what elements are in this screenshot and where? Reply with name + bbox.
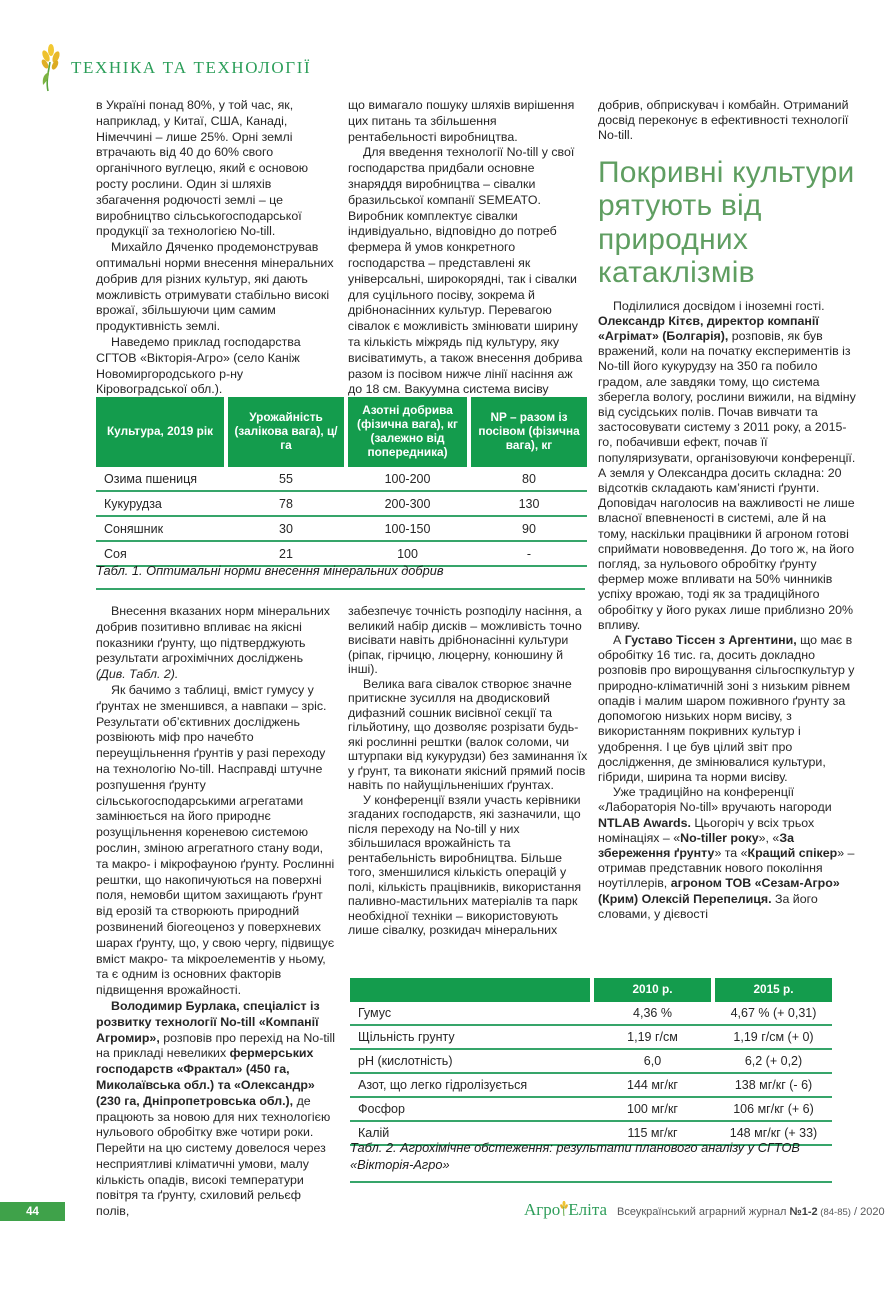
table-cell: 4,67 % (+ 0,31) bbox=[730, 1006, 817, 1020]
journal-footer bbox=[524, 1200, 885, 1220]
journal-title-text: Всеукраїнський аграрний журнал bbox=[617, 1206, 790, 1218]
table-cell: 130 bbox=[518, 496, 540, 511]
table-cell: 148 мг/кг (+ 33) bbox=[729, 1126, 818, 1140]
table-cell: 138 мг/кг (- 6) bbox=[734, 1078, 813, 1092]
table-cell: 78 bbox=[279, 496, 293, 511]
journal-issue-number: №1-2 bbox=[789, 1206, 818, 1218]
table-row bbox=[350, 1002, 832, 1026]
table-cell: рН (кислотність) bbox=[358, 1054, 453, 1068]
table-cell: Озима пшениця bbox=[104, 471, 198, 486]
table-cell: 6,2 (+ 0,2) bbox=[744, 1054, 803, 1068]
article-column-3 bbox=[598, 98, 858, 976]
table-cell: 100 bbox=[397, 546, 418, 561]
table-row bbox=[350, 1026, 832, 1050]
table-cell: 200-300 bbox=[384, 496, 431, 511]
table-header-cell: 2010 р. bbox=[594, 978, 711, 1002]
table-cell: 6,0 bbox=[643, 1054, 662, 1068]
paragraph: добрив, обприскувач і комбайн. Отриманий досвід переконує в ефективності технології No-till. bbox=[598, 98, 849, 143]
section-title: ТЕХНІКА ТА ТЕХНОЛОГІЇ bbox=[71, 58, 312, 77]
table-header-cell: NP – разом із посівом (фізична вага), кг bbox=[471, 397, 587, 467]
table-row bbox=[350, 1050, 832, 1074]
table-cell: 100-200 bbox=[384, 471, 431, 486]
journal-logo-part2: Еліта bbox=[568, 1200, 608, 1219]
journal-issue-note: (84-85) bbox=[817, 1207, 851, 1218]
table-header-cell: Азотні добрива (фізична вага), кг (залежно від попередника) bbox=[348, 397, 467, 467]
article-column-1-top bbox=[96, 98, 336, 396]
paragraph: забезпечує точність розподілу насіння, а великий набір дисків – можливість точно висівати навіть дрібнонасінні культури (ріпак, гірчицю, люцерну, конюшину й інші). bbox=[348, 604, 582, 676]
table-cell: 90 bbox=[522, 521, 536, 536]
table-cell: 1,19 г/см bbox=[627, 1030, 678, 1044]
table-header-cell: Урожайність (залікова вага), ц/га bbox=[228, 397, 344, 467]
paragraph: в Україні понад 80%, у той час, як, наприклад, у Китаї, США, Канаді, Німеччині – лише 25%. Орні землі втрачають від 40 до 60% свого органічного вуглецю, який є основою росту рослини. Один зі шляхів збагачення родючості землі – це виробництво сільськогосподарської продукції за технологією No-till. bbox=[96, 98, 309, 239]
table-header-cell bbox=[350, 978, 590, 1002]
paragraph: А Густаво Тіссен з Аргентини, що має в обробітку 16 тис. га, досить докладно розповів про вирощування сільгоспкультур у природно-кліматичній зоні з низьким рівнем опадів і малим шаром поживного ґрунту за допомогою низьких норм висіву, з використанням покривних культур і удобрення. І це був цілий звіт про дослідження, де змінювалися культури, гібриди, ширина та норми висіву. bbox=[598, 633, 855, 784]
paragraph: Наведемо приклад господарства СГТОВ «Вікторія-Агро» (село Каніж Новомиргородського р-ну Кіровоградської обл.). bbox=[96, 334, 301, 396]
table-cell: 4,36 % bbox=[633, 1006, 672, 1020]
paragraph: Як бачимо з таблиці, вміст гумусу у ґрунтах не зменшився, а навпаки – зріс. Результати об’єктивних досліджень розвіюють міф про начебто переущільнення ґрунтів у разі переходу на технологію No-till. Насправді штучне розпушення ґрунту сільськогосподарськими агрегатами замінюється на його природнє розущільнення кореневою системою рослин, зміною агрегатного стану води, та макро- і мікрофауною ґрунту. Рослинні рештки, що накопичуються на поверхні поля, немовби щитом захищають ґрунт від ерозій та створюють природний розвинений біогеоценоз у поверхневих шарах ґрунту, що, у свою чергу, підвищує вміст макро- та мікроелементів у ньому, та є одним із основних факторів підвищення врожайності. bbox=[96, 682, 335, 998]
table-cell: Азот, що легко гідролізується bbox=[358, 1078, 528, 1092]
table-cell: - bbox=[526, 546, 532, 561]
table-cell: Гумус bbox=[358, 1006, 392, 1020]
journal-issue-year: / 2020 bbox=[850, 1206, 885, 1218]
table-row bbox=[96, 492, 587, 517]
article-column-3-intro bbox=[598, 98, 858, 144]
table-cell: 100-150 bbox=[384, 521, 431, 536]
table-cell: 1,19 г/см (+ 0) bbox=[733, 1030, 814, 1044]
table-cell: 115 мг/кг bbox=[627, 1126, 678, 1140]
table-cell: 100 мг/кг bbox=[627, 1102, 678, 1116]
paragraph: Володимир Бурлака, спеціаліст із розвитку технології No-till «Компанії Агромир», розповів про перехід на No-till на прикладі невеликих фермерських господарств «Фрактал» (450 га, Миколаївська обл.) та «Олександр» (230 га, Дніпропетровська обл.), де працюють за новою для них технологією нульового обробітку вже чотири роки. Перейти на цю систему довелося через несприятливі кліматичні умови, малу кількість опадів, високі температури повітря та ґрунту, схиловий рельєф полів, bbox=[96, 998, 336, 1219]
table-cell: 30 bbox=[279, 521, 293, 536]
paragraph: Поділилися досвідом і іноземні гості. Олександр Кітєв, директор компанії «Агрімат» (Болгарія), розповів, як був вражений, коли на початку експериментів із No-till його кукурудзу на 350 га побило градом, але завдяки тому, що система зберегла вологу, рослини вижили, на відміну від сусідських полів. Почав вивчати та застосовувати систему з 2011 року, а 2015-го, побачивши ефект, почав її популяризувати, організовуючи конференції. А земля у Олександра досить складна: 20 відсотків складають кам’янисті ґрунти. Доповідач наголосив на важливості не лише власної впевненості в системі, але й на тому, наскільки працівники й агроном готові сприймати нововведення. До того ж, на його погляд, за нульового обробітку ґрунту фермер може впливати на 50% чинників успіху врожаю, тоді як за традиційного обробітку у його руках лише приблизно 20% впливу. bbox=[598, 298, 856, 632]
table-cell: Щільність грунту bbox=[358, 1030, 455, 1044]
table-cell: 144 мг/кг bbox=[627, 1078, 678, 1092]
journal-issue-info bbox=[617, 1206, 885, 1218]
journal-logo-part1: Агро bbox=[524, 1200, 561, 1219]
paragraph: Михайло Дяченко продемонстрував оптимальні норми внесення мінеральних добрив для різних культур, які дають можливість отримувати стабільно високі врожаї, збільшуючи цим самим продуктивність землі. bbox=[96, 240, 334, 334]
page-number-badge: 44 bbox=[0, 1202, 65, 1221]
table-row bbox=[96, 467, 587, 492]
table-row bbox=[350, 1098, 832, 1122]
table-cell: Фосфор bbox=[358, 1102, 405, 1116]
table-cell: 106 мг/кг (+ 6) bbox=[733, 1102, 814, 1116]
article-column-2-top bbox=[348, 98, 588, 396]
fertilizer-rates-table bbox=[96, 397, 587, 567]
soil-analysis-table bbox=[350, 978, 832, 1146]
table-cell: Соняшник bbox=[104, 521, 164, 536]
table-cell: 55 bbox=[279, 471, 293, 486]
table-header-row bbox=[96, 397, 587, 467]
paragraph: Для введення технології No-till у свої господарства придбали основне знаряддя виробництва – сівалки бразильської компанії SEMEATO. Виробник комплектує сівалки індивідуально, відповідно до потреб фермера й умов конкретного господарства – представлені як універсальні, широкорядні, так і сівалки для суцільного посіву, зокрема й дрібнонасінних культур. Перевагою сівалок є можливість змінювати ширину та кількість міжрядь під культуру, яку висіватимуть, а також внесення добрива разом із посівом нижче лінії насіння аж до 18 см. Вакуумна система висіву bbox=[348, 145, 583, 396]
article-column-2-bottom bbox=[348, 604, 588, 976]
wheat-icon bbox=[36, 44, 62, 92]
table-header-row bbox=[350, 978, 832, 1002]
table-cell: 21 bbox=[279, 546, 293, 561]
table-cell: Кукурудза bbox=[104, 496, 162, 511]
journal-logo bbox=[524, 1200, 607, 1220]
table-1-caption: Табл. 1. Оптимальні норми внесення мінеральних добрив bbox=[96, 563, 585, 590]
paragraph: що вимагало пошуку шляхів вирішення цих питань та збільшення рентабельності виробництва. bbox=[348, 98, 575, 144]
table-row bbox=[96, 517, 587, 542]
table-cell: Калій bbox=[358, 1126, 390, 1140]
article-column-3-body bbox=[598, 299, 858, 922]
table-header-cell: Культура, 2019 рік bbox=[96, 397, 224, 467]
paragraph: Внесення вказаних норм мінеральних добрив позитивно впливає на якісні показники ґрунту, що підтверджують результати агрохімічних досліджень (Див. Табл. 2). bbox=[96, 604, 330, 682]
paragraph: Велика вага сівалок створює значне притискне зусилля на дводисковий дифазний сошник висівної секції та гільйотину, що дозволяє розрізати будь-які рослинні рештки (валок соломи, чи штурпаки від кукурудзи) без заминання їх у ґрунт, та виконати якісний прямий посів навіть по найущільненіших ґрунтах. bbox=[348, 676, 588, 792]
table-2-caption: Табл. 2. Агрохімічне обстеження: результати планового аналізу у СГТОВ «Вікторія-Агро» bbox=[350, 1140, 832, 1183]
section-header bbox=[36, 44, 311, 92]
table-cell: Соя bbox=[104, 546, 127, 561]
table-cell: 80 bbox=[522, 471, 536, 486]
wheat-icon-small bbox=[559, 1201, 569, 1216]
article-column-1-bottom bbox=[96, 604, 336, 1220]
paragraph: Уже традиційно на конференції «Лабораторія No-till» вручають нагороди NTLAB Awards. Цьогоріч у всіх трьох номінаціях – «No-tiller року», «За збереження ґрунту» та «Кращий спікер» – отримав представник нового покоління ноутіллерів, агроном ТОВ «Сезам-Агро» (Крим) Олексій Перепелиця. За його словами, у дієвості bbox=[598, 785, 855, 921]
table-row bbox=[350, 1074, 832, 1098]
article-subheading: Покривні культури рятують від природних катаклізмів bbox=[598, 155, 855, 290]
table-header-cell: 2015 р. bbox=[715, 978, 832, 1002]
paragraph: У конференції взяли участь керівники згаданих господарств, які зазначили, що після переходу на No-till у них збільшилася врожайність та рентабельність виробництва. Більше того, зменшилися кількість операцій у полі, кількість працівників, використання паливно-мастильних матеріалів та парк необхідної техніки – використовують лише сівалку, розкидач мінеральних bbox=[348, 792, 582, 937]
